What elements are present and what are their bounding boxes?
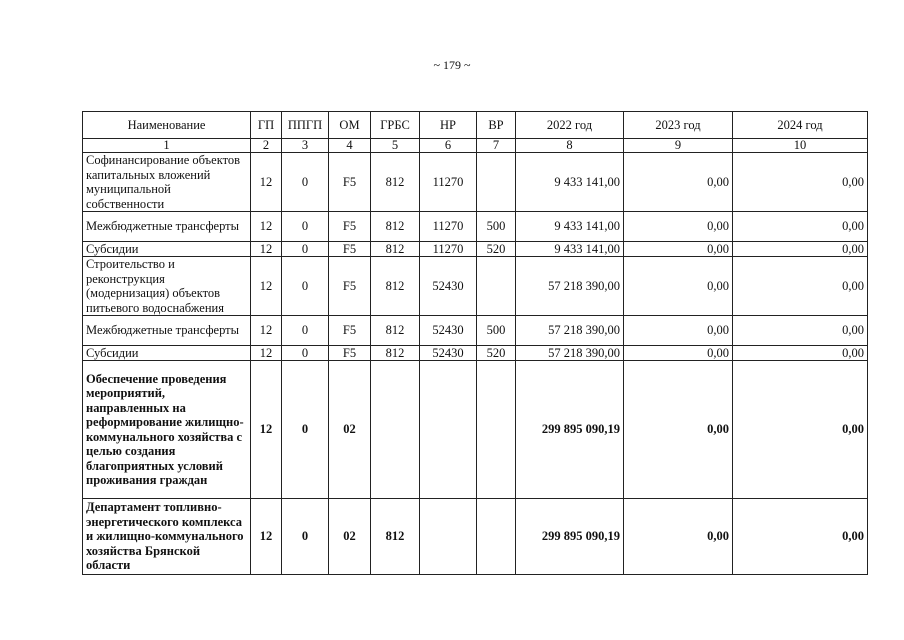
row-2023: 0,00 — [624, 499, 733, 575]
row-2023: 0,00 — [624, 153, 733, 212]
row-2024: 0,00 — [733, 499, 868, 575]
table-row — [83, 316, 868, 346]
row-vr: 500 — [477, 212, 516, 242]
row-vr: 520 — [477, 346, 516, 361]
row-2024: 0,00 — [733, 361, 868, 499]
row-grbs: 812 — [371, 346, 420, 361]
row-vr — [477, 499, 516, 575]
header-2024: 2024 год — [733, 112, 868, 139]
header-nr: НР — [420, 112, 477, 139]
row-om: F5 — [329, 153, 371, 212]
row-ppgp: 0 — [282, 346, 329, 361]
budget-table — [82, 111, 868, 575]
index-cell: 4 — [329, 139, 371, 153]
row-name: Субсидии — [83, 242, 251, 257]
row-2022: 299 895 090,19 — [516, 361, 624, 499]
index-cell: 5 — [371, 139, 420, 153]
index-cell: 10 — [733, 139, 868, 153]
index-cell: 8 — [516, 139, 624, 153]
row-2024: 0,00 — [733, 346, 868, 361]
row-nr: 11270 — [420, 212, 477, 242]
row-2022: 9 433 141,00 — [516, 242, 624, 257]
row-vr — [477, 361, 516, 499]
page-number: ~ 179 ~ — [433, 58, 471, 72]
row-grbs: 812 — [371, 242, 420, 257]
table-row — [83, 257, 868, 316]
index-cell: 1 — [83, 139, 251, 153]
row-2024: 0,00 — [733, 212, 868, 242]
row-2023: 0,00 — [624, 346, 733, 361]
row-om: F5 — [329, 257, 371, 316]
table-row — [83, 242, 868, 257]
row-2022: 57 218 390,00 — [516, 346, 624, 361]
row-ppgp: 0 — [282, 499, 329, 575]
header-2023: 2023 год — [624, 112, 733, 139]
row-name: Межбюджетные трансферты — [83, 212, 251, 242]
row-grbs: 812 — [371, 499, 420, 575]
row-ppgp: 0 — [282, 212, 329, 242]
row-om: 02 — [329, 361, 371, 499]
table-row — [83, 346, 868, 361]
row-2023: 0,00 — [624, 316, 733, 346]
row-grbs: 812 — [371, 257, 420, 316]
row-om: F5 — [329, 316, 371, 346]
index-cell: 3 — [282, 139, 329, 153]
row-nr: 52430 — [420, 346, 477, 361]
row-gp: 12 — [251, 499, 282, 575]
row-2022: 9 433 141,00 — [516, 153, 624, 212]
row-2023: 0,00 — [624, 242, 733, 257]
row-name: Межбюджетные трансферты — [83, 316, 251, 346]
row-2023: 0,00 — [624, 361, 733, 499]
row-om: F5 — [329, 212, 371, 242]
row-gp: 12 — [251, 242, 282, 257]
header-vr: ВР — [477, 112, 516, 139]
row-grbs: 812 — [371, 153, 420, 212]
index-cell: 7 — [477, 139, 516, 153]
row-gp: 12 — [251, 153, 282, 212]
row-2022: 57 218 390,00 — [516, 257, 624, 316]
row-nr — [420, 361, 477, 499]
row-name: Софинансирование объектов капитальных вложений муниципальной собственности — [83, 153, 251, 212]
row-ppgp: 0 — [282, 316, 329, 346]
row-2023: 0,00 — [624, 212, 733, 242]
row-gp: 12 — [251, 212, 282, 242]
row-gp: 12 — [251, 346, 282, 361]
row-grbs — [371, 361, 420, 499]
row-nr: 11270 — [420, 242, 477, 257]
table-row — [83, 499, 868, 575]
row-vr: 520 — [477, 242, 516, 257]
row-2022: 57 218 390,00 — [516, 316, 624, 346]
row-gp: 12 — [251, 257, 282, 316]
row-name: Обеспечение проведения мероприятий, направленных на реформирование жилищно-коммунального хозяйства с целью создания благоприятных условий проживания граждан — [83, 361, 251, 499]
row-vr — [477, 153, 516, 212]
row-nr: 11270 — [420, 153, 477, 212]
header-om: ОМ — [329, 112, 371, 139]
row-2022: 299 895 090,19 — [516, 499, 624, 575]
header-2022: 2022 год — [516, 112, 624, 139]
row-name: Субсидии — [83, 346, 251, 361]
row-name: Департамент топливно-энергетического комплекса и жилищно-коммунального хозяйства Брянской области — [83, 499, 251, 575]
row-vr — [477, 257, 516, 316]
row-2024: 0,00 — [733, 242, 868, 257]
row-nr: 52430 — [420, 257, 477, 316]
row-name: Строительство и реконструкция (модернизация) объектов питьевого водоснабжения — [83, 257, 251, 316]
row-om: 02 — [329, 499, 371, 575]
index-cell: 6 — [420, 139, 477, 153]
index-cell: 2 — [251, 139, 282, 153]
header-grbs: ГРБС — [371, 112, 420, 139]
row-2022: 9 433 141,00 — [516, 212, 624, 242]
header-gp: ГП — [251, 112, 282, 139]
row-ppgp: 0 — [282, 153, 329, 212]
row-ppgp: 0 — [282, 361, 329, 499]
row-ppgp: 0 — [282, 257, 329, 316]
table-row — [83, 212, 868, 242]
header-ppgp: ППГП — [282, 112, 329, 139]
row-om: F5 — [329, 242, 371, 257]
row-2023: 0,00 — [624, 257, 733, 316]
table-row — [83, 153, 868, 212]
row-grbs: 812 — [371, 212, 420, 242]
row-ppgp: 0 — [282, 242, 329, 257]
header-row — [83, 112, 868, 139]
header-name: Наименование — [83, 112, 251, 139]
row-om: F5 — [329, 346, 371, 361]
row-gp: 12 — [251, 361, 282, 499]
row-grbs: 812 — [371, 316, 420, 346]
row-2024: 0,00 — [733, 153, 868, 212]
row-nr — [420, 499, 477, 575]
row-vr: 500 — [477, 316, 516, 346]
row-2024: 0,00 — [733, 257, 868, 316]
index-row — [83, 139, 868, 153]
row-nr: 52430 — [420, 316, 477, 346]
row-gp: 12 — [251, 316, 282, 346]
table-row — [83, 361, 868, 499]
row-2024: 0,00 — [733, 316, 868, 346]
index-cell: 9 — [624, 139, 733, 153]
